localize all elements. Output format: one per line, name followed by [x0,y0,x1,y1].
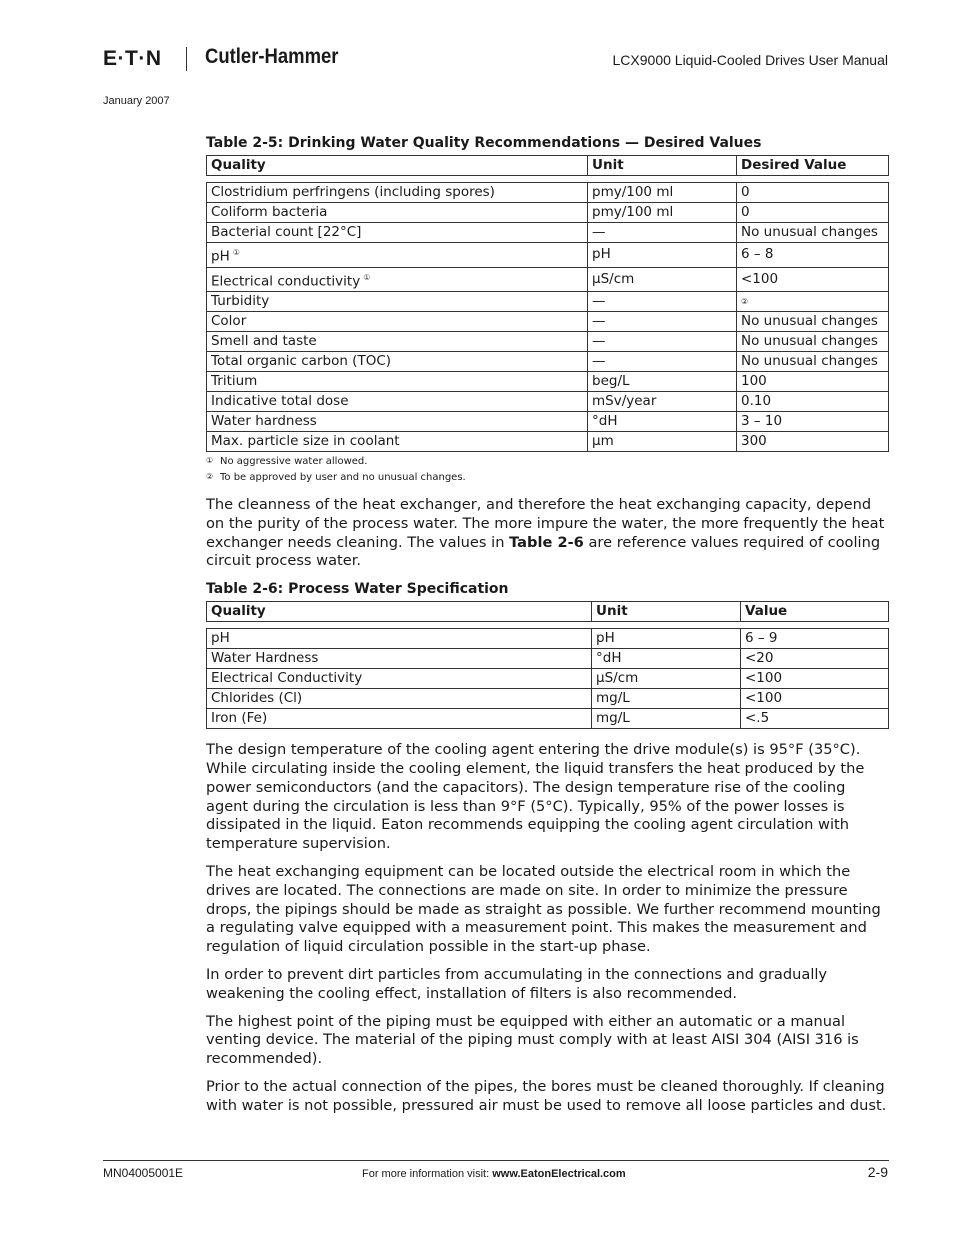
cell-quality [207,183,588,203]
footnote-marker: ① [363,272,371,282]
page-content [206,134,889,1125]
cell-quality [207,412,588,432]
cell-desired-value: 6 – 8 [737,243,889,268]
cell-quality [207,372,588,392]
column-header-value: Value [741,602,889,622]
body-paragraph: Prior to the actual connection of the pipes, the bores must be cleaned thoroughly. If cleaning with water is not possible, pressured air must be used to remove all loose particles and dust. [206,1077,887,1114]
quality-text: Coliform bacteria [211,204,328,220]
cell-unit: µS/cm [588,267,737,292]
publication-date: January 2007 [103,95,170,107]
footnote-text: No aggressive water allowed. [220,456,368,467]
cell-quality [207,292,588,312]
cell-desired-value: 0.10 [737,392,889,412]
cell-unit: °dH [588,412,737,432]
page-number: 2-9 [867,1164,888,1180]
table-2-5-header [206,155,889,176]
cell-unit: mg/L [592,689,741,709]
cell-unit: pH [592,629,741,649]
cell-value: 6 – 9 [741,629,889,649]
footnote-marker: ② [206,472,214,481]
cell-quality [207,352,588,372]
column-header-quality: Quality [207,156,588,176]
cell-quality: Electrical Conductivity [207,669,592,689]
cell-quality [207,332,588,352]
footer-website-link[interactable]: www.EatonElectrical.com [492,1168,626,1180]
cell-unit: pH [588,243,737,268]
table-row [207,332,889,352]
quality-text: Total organic carbon (TOC) [211,353,392,369]
cell-desired-value: ② [737,292,889,312]
column-header-unit: Unit [588,156,737,176]
quality-text: Tritium [211,373,258,389]
table-row [207,312,889,332]
body-paragraph: The design temperature of the cooling agent entering the drive module(s) is 95°F (35°C). While circulating inside the cooling element, the liquid transfers the heat produced by the power semiconductors (and the capacitors). The design temperature rise of the cooling agent during the circulation is less than 9°F (5°C). Typically, 95% of the power losses is dissipated in the liquid. Eaton recommends equipping the cooling agent circulation with temperature supervision. [206,741,865,853]
cell-unit: — [588,312,737,332]
table-row [207,689,889,709]
table-2-5-body [206,182,889,452]
table-row [207,392,889,412]
cell-unit: µm [588,432,737,452]
cell-quality [207,223,588,243]
table-row [207,267,889,292]
table-2-5-caption: Table 2-5: Drinking Water Quality Recommendations — Desired Values [206,135,762,151]
table-row [207,412,889,432]
table-2-6-caption: Table 2-6: Process Water Specification [206,581,509,598]
body-paragraphs [206,741,889,1115]
cell-unit: pmy/100 ml [588,183,737,203]
quality-text: Indicative total dose [211,393,349,409]
table-row [207,183,889,203]
quality-text: Smell and taste [211,333,317,349]
header-separator [186,47,187,71]
cell-desired-value: No unusual changes [737,352,889,372]
cell-quality [207,243,588,268]
quality-text: Clostridium perfringens (including spores) [211,184,495,200]
cell-unit: — [588,332,737,352]
column-header-unit: Unit [592,602,741,622]
body-paragraph: The heat exchanging equipment can be located outside the electrical room in which the drives are located. The connections are made on site. In order to minimize the pressure drops, the pipings should be made as straight as possible. We further recommend mounting a regulating valve equipped with a measurement point. This makes the measurement and regulation of liquid circulation possible in the start-up phase. [206,862,881,956]
footnote [206,454,889,468]
table-row [207,629,889,649]
table-row [207,669,889,689]
table-row [207,292,889,312]
cell-quality: Chlorides (Cl) [207,689,592,709]
body-paragraph: The highest point of the piping must be equipped with either an automatic or a manual venting device. The material of the piping must comply with at least AISI 304 (AISI 316 is recommended). [206,1012,859,1068]
quality-text: Turbidity [211,293,270,309]
paragraph-text: The cleanness of the heat exchanger, and therefore the heat exchanging capacity, depend on the purity of the process water. The more impure the water, the more frequently the heat exchanger needs cleaning. The values in [206,496,885,551]
cell-desired-value: 300 [737,432,889,452]
cell-unit: °dH [592,649,741,669]
cell-unit: — [588,223,737,243]
cell-value: <20 [741,649,889,669]
cell-unit: mSv/year [588,392,737,412]
quality-text: Water hardness [211,413,317,429]
cell-quality [207,267,588,292]
paragraph-text: are reference values required of cooling circuit process water. [206,533,881,570]
footer-rule [103,1160,889,1161]
table-2-6-body [206,628,889,729]
column-header-desired-value: Desired Value [737,156,889,176]
quality-text: pH [211,248,230,265]
brand-name: Cutler-Hammer [205,45,339,68]
cell-unit: mg/L [592,709,741,729]
table-row [207,709,889,729]
quality-text: Color [211,313,247,329]
document-number: MN04005001E [103,1166,184,1180]
paragraph-heat-exchanger [206,496,889,571]
cell-quality [207,432,588,452]
cell-unit: — [588,292,737,312]
cell-quality [207,312,588,332]
cell-unit: — [588,352,737,372]
body-paragraph: In order to prevent dirt particles from accumulating in the connections and gradually weakening the cooling effect, installation of filters is also recommended. [206,965,828,1002]
cell-desired-value: <100 [737,267,889,292]
table-2-5-footnotes [206,454,889,484]
cell-quality: Iron (Fe) [207,709,592,729]
cell-desired-value: 0 [737,183,889,203]
footer-info [362,1168,626,1180]
manual-title: LCX9000 Liquid-Cooled Drives User Manual [612,52,888,68]
cell-quality: Water Hardness [207,649,592,669]
footnote-marker: ① [232,248,240,257]
footer-info-prefix: For more information visit: [362,1168,493,1180]
table-reference: Table 2-6 [509,533,584,551]
quality-text: Electrical conductivity [211,273,361,289]
cell-unit: beg/L [588,372,737,392]
column-header-quality: Quality [207,602,592,622]
cell-desired-value: No unusual changes [737,332,889,352]
quality-text: Bacterial count [22°C] [211,224,362,240]
table-row [207,372,889,392]
cell-unit: µS/cm [592,669,741,689]
cell-value: <.5 [741,709,889,729]
table-row [207,223,889,243]
cell-quality [207,203,588,223]
table-row [207,203,889,223]
cell-value: <100 [741,669,889,689]
eaton-logo: E·T·N [103,47,162,70]
table-row [207,352,889,372]
cell-desired-value: 0 [737,203,889,223]
cell-desired-value: 3 – 10 [737,412,889,432]
table-row [207,649,889,669]
cell-unit: pmy/100 ml [588,203,737,223]
cell-desired-value: No unusual changes [737,223,889,243]
footnote [206,470,889,484]
table-row [207,243,889,268]
cell-quality [207,392,588,412]
cell-desired-value: No unusual changes [737,312,889,332]
footnote-marker: ① [206,456,214,465]
cell-quality: pH [207,629,592,649]
cell-value: <100 [741,689,889,709]
table-row [207,432,889,452]
cell-desired-value: 100 [737,372,889,392]
table-2-6-header [206,601,889,622]
quality-text: Max. particle size in coolant [211,433,400,449]
footnote-text: To be approved by user and no unusual changes. [220,472,466,483]
